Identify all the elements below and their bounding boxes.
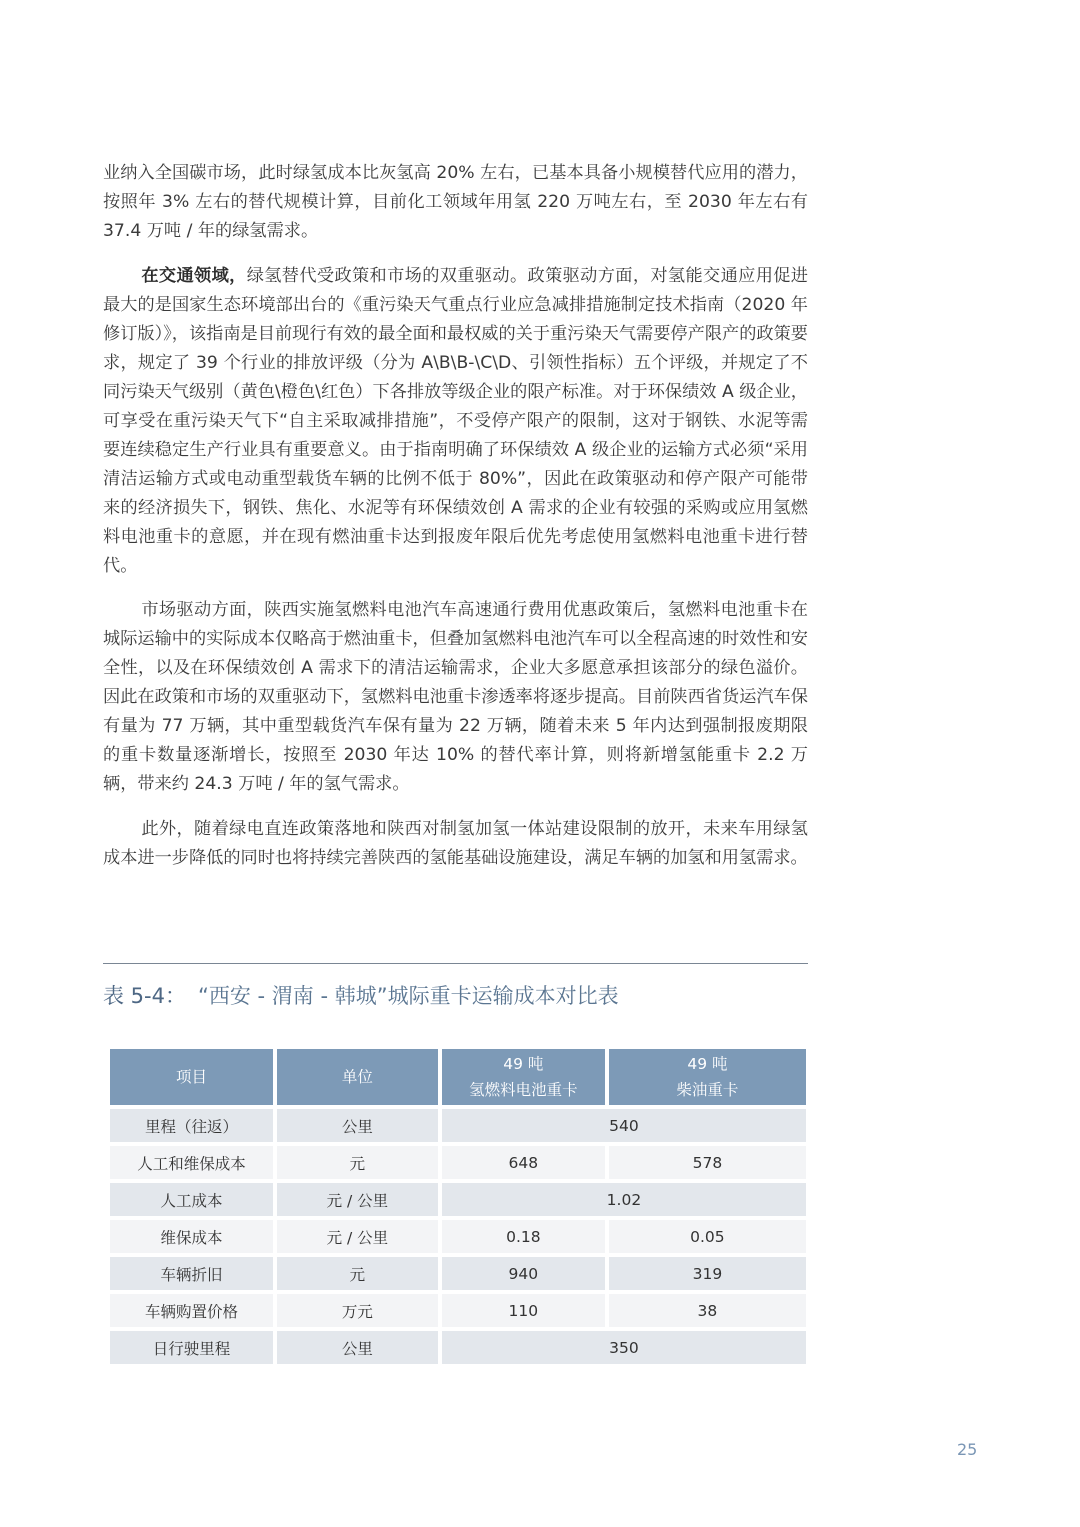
table-divider-line [103, 963, 808, 964]
row-item: 日行驶里程 [110, 1331, 273, 1364]
row-unit: 公里 [277, 1331, 438, 1364]
table-row [110, 1183, 806, 1216]
table-caption-title: “西安 - 渭南 - 韩城”城际重卡运输成本对比表 [197, 984, 619, 1008]
row-diesel-value: 0.05 [609, 1220, 806, 1253]
table-header-row [110, 1049, 806, 1105]
table-row [110, 1257, 806, 1290]
row-unit: 元 / 公里 [277, 1183, 438, 1216]
table-row [110, 1109, 806, 1142]
header-diesel-tonnage: 49 吨 [687, 1055, 728, 1073]
row-diesel-value: 38 [609, 1294, 806, 1327]
transport-heading: 在交通领域， [141, 266, 247, 286]
row-unit: 元 / 公里 [277, 1220, 438, 1253]
row-fuel-cell-value: 940 [442, 1257, 605, 1290]
header-diesel-truck [609, 1049, 806, 1105]
row-merged-value: 540 [442, 1109, 806, 1142]
header-item: 项目 [110, 1049, 273, 1105]
header-fuel-cell-truck [442, 1049, 605, 1105]
row-item: 人工成本 [110, 1183, 273, 1216]
row-unit: 公里 [277, 1109, 438, 1142]
header-fuel-cell-tonnage: 49 吨 [503, 1055, 544, 1073]
row-fuel-cell-value: 110 [442, 1294, 605, 1327]
row-item: 维保成本 [110, 1220, 273, 1253]
table-row [110, 1294, 806, 1327]
row-item: 车辆折旧 [110, 1257, 273, 1290]
row-unit: 元 [277, 1146, 438, 1179]
row-diesel-value: 578 [609, 1146, 806, 1179]
header-unit: 单位 [277, 1049, 438, 1105]
row-fuel-cell-value: 648 [442, 1146, 605, 1179]
table-row [110, 1146, 806, 1179]
row-merged-value: 350 [442, 1331, 806, 1364]
body-paragraph-market: 市场驱动方面，陕西实施氢燃料电池汽车高速通行费用优惠政策后，氢燃料电池重卡在城际运输中的实际成本仅略高于燃油重卡，但叠加氢燃料电池汽车可以全程高速的时效性和安全性，以及在环保绩效创 A 需求下的清洁运输需求，企业大多愿意承担该部分的绿色溢价。因此在政策和市场的双重驱动下，氢燃料电池重卡渗透率将逐步提高。目前陕西省货运汽车保有量为 77 万辆，其中重型载货汽车保有量为 22 万辆，随着未来 5 年内达到强制报废期限的重卡数量逐渐增长，按照至 2030 年达 10% 的替代率计算，则将新增氢能重卡 2.2 万辆，带来约 24.3 万吨 / 年的氢气需求。 [103, 600, 808, 794]
cost-comparison-table [106, 1045, 810, 1368]
table-row [110, 1220, 806, 1253]
row-unit: 万元 [277, 1294, 438, 1327]
row-fuel-cell-value: 0.18 [442, 1220, 605, 1253]
table-caption [103, 980, 619, 1012]
row-item: 里程（往返） [110, 1109, 273, 1142]
row-diesel-value: 319 [609, 1257, 806, 1290]
row-unit: 元 [277, 1257, 438, 1290]
table-caption-label: 表 5-4： [103, 984, 186, 1008]
row-item: 人工和维保成本 [110, 1146, 273, 1179]
table-row [110, 1331, 806, 1364]
page-number: 25 [957, 1440, 978, 1459]
row-item: 车辆购置价格 [110, 1294, 273, 1327]
header-diesel-label: 柴油重卡 [676, 1081, 739, 1099]
body-paragraph-infrastructure: 此外，随着绿电直连政策落地和陕西对制氢加氢一体站建设限制的放开，未来车用绿氢成本进一步降低的同时也将持续完善陕西的氢能基础设施建设，满足车辆的加氢和用氢需求。 [103, 819, 808, 868]
header-fuel-cell-label: 氢燃料电池重卡 [469, 1081, 578, 1099]
body-paragraph-transport: 在交通领域，绿氢替代受政策和市场的双重驱动。政策驱动方面，对氢能交通应用促进最大的是国家生态环境部出台的《重污染天气重点行业应急减排措施制定技术指南（2020 年修订版）》，该指南是目前现行有效的最全面和最权威的关于重污染天气需要停产限产的政策要求，规定了 39 个行业的排放评级（分为 A\B\B-\C\D、引领性指标）五个评级，并规定了不同污染天气级别（黄色\橙色\红色）下各排放等级企业的限产标准。对于环保绩效 A 级企业，可享受在重污染天气下“自主采取减排措施”，不受停产限产的限制，这对于钢铁、水泥等需要连续稳定生产行业具有重要意义。由于指南明确了环保绩效 A 级企业的运输方式必须“采用清洁运输方式或电动重型载货车辆的比例不低于 80%”，因此在政策驱动和停产限产可能带来的经济损失下，钢铁、焦化、水泥等有环保绩效创 A 需求的企业有较强的采购或应用氢燃料电池重卡的意愿，并在现有燃油重卡达到报废年限后优先考虑使用氢燃料电池重卡进行替代。 [103, 266, 808, 576]
body-paragraph-chemical: 业纳入全国碳市场，此时绿氢成本比灰氢高 20% 左右，已基本具备小规模替代应用的潜力，按照年 3% 左右的替代规模计算，目前化工领域年用氢 220 万吨左右，至 2030 年左右有 37.4 万吨 / 年的绿氢需求。 [103, 163, 808, 241]
row-merged-value: 1.02 [442, 1183, 806, 1216]
